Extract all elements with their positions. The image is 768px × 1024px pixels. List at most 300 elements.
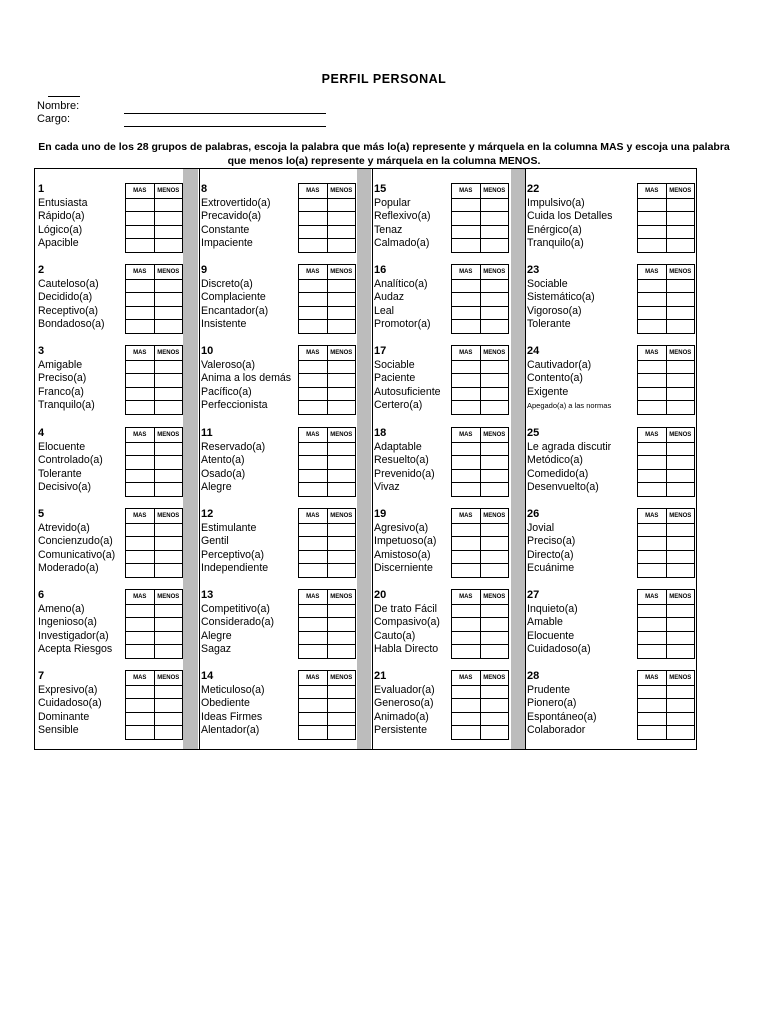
menos-checkbox[interactable] bbox=[327, 699, 356, 712]
group-word: Contento(a) bbox=[527, 372, 583, 384]
menos-checkbox[interactable] bbox=[154, 239, 183, 252]
mark-row bbox=[452, 482, 508, 496]
menos-checkbox[interactable] bbox=[666, 388, 695, 401]
menos-checkbox[interactable] bbox=[666, 401, 695, 414]
menos-checkbox[interactable] bbox=[154, 524, 183, 537]
mas-checkbox[interactable] bbox=[299, 226, 327, 239]
group-word: Desenvuelto(a) bbox=[527, 481, 599, 493]
menos-checkbox[interactable] bbox=[480, 686, 509, 699]
menos-header: MENOS bbox=[666, 590, 695, 604]
mas-checkbox[interactable] bbox=[452, 605, 480, 618]
mark-row bbox=[126, 400, 182, 414]
mas-checkbox[interactable] bbox=[638, 212, 666, 225]
mas-checkbox[interactable] bbox=[452, 374, 480, 387]
mark-row bbox=[452, 469, 508, 483]
mas-checkbox[interactable] bbox=[638, 686, 666, 699]
mas-checkbox[interactable] bbox=[299, 401, 327, 414]
mark-row bbox=[299, 712, 355, 726]
menos-checkbox[interactable] bbox=[154, 551, 183, 564]
mas-checkbox[interactable] bbox=[452, 699, 480, 712]
menos-checkbox[interactable] bbox=[327, 226, 356, 239]
mas-checkbox[interactable] bbox=[638, 401, 666, 414]
mas-checkbox[interactable] bbox=[299, 632, 327, 645]
menos-checkbox[interactable] bbox=[480, 374, 509, 387]
mas-checkbox[interactable] bbox=[452, 226, 480, 239]
menos-checkbox[interactable] bbox=[480, 293, 509, 306]
mas-checkbox[interactable] bbox=[299, 212, 327, 225]
menos-checkbox[interactable] bbox=[154, 470, 183, 483]
mas-checkbox[interactable] bbox=[452, 618, 480, 631]
menos-checkbox[interactable] bbox=[480, 320, 509, 333]
mark-row bbox=[638, 617, 694, 631]
menos-checkbox[interactable] bbox=[327, 401, 356, 414]
menos-checkbox[interactable] bbox=[666, 320, 695, 333]
mas-checkbox[interactable] bbox=[638, 293, 666, 306]
menos-checkbox[interactable] bbox=[327, 239, 356, 252]
menos-checkbox[interactable] bbox=[480, 456, 509, 469]
menos-checkbox[interactable] bbox=[154, 226, 183, 239]
mark-row bbox=[452, 306, 508, 320]
mas-checkbox[interactable] bbox=[126, 699, 154, 712]
mas-checkbox[interactable] bbox=[126, 226, 154, 239]
mas-header: MAS bbox=[133, 593, 147, 600]
mas-checkbox[interactable] bbox=[299, 713, 327, 726]
menos-checkbox[interactable] bbox=[327, 280, 356, 293]
menos-checkbox[interactable] bbox=[154, 713, 183, 726]
mark-row bbox=[299, 225, 355, 239]
mas-checkbox[interactable] bbox=[452, 199, 480, 212]
group-word: Decisivo(a) bbox=[38, 481, 91, 493]
mark-row bbox=[299, 469, 355, 483]
menos-checkbox[interactable] bbox=[666, 645, 695, 658]
mas-checkbox[interactable] bbox=[299, 699, 327, 712]
menos-checkbox[interactable] bbox=[480, 226, 509, 239]
mas-checkbox[interactable] bbox=[126, 726, 154, 739]
mark-row bbox=[452, 225, 508, 239]
mas-checkbox[interactable] bbox=[638, 699, 666, 712]
menos-checkbox[interactable] bbox=[480, 307, 509, 320]
group-number: 7 bbox=[38, 670, 45, 682]
mas-checkbox[interactable] bbox=[126, 239, 154, 252]
mas-checkbox[interactable] bbox=[299, 564, 327, 577]
menos-checkbox[interactable] bbox=[154, 537, 183, 550]
menos-checkbox[interactable] bbox=[327, 713, 356, 726]
mas-checkbox[interactable] bbox=[638, 361, 666, 374]
menos-checkbox[interactable] bbox=[154, 388, 183, 401]
menos-checkbox[interactable] bbox=[666, 699, 695, 712]
menos-checkbox[interactable] bbox=[480, 212, 509, 225]
position-field[interactable] bbox=[124, 126, 326, 127]
menos-checkbox[interactable] bbox=[666, 618, 695, 631]
menos-checkbox[interactable] bbox=[327, 456, 356, 469]
menos-checkbox[interactable] bbox=[480, 524, 509, 537]
menos-checkbox[interactable] bbox=[154, 320, 183, 333]
mark-row bbox=[452, 455, 508, 469]
mas-checkbox[interactable] bbox=[126, 307, 154, 320]
mas-checkbox[interactable] bbox=[452, 280, 480, 293]
mas-checkbox[interactable] bbox=[452, 456, 480, 469]
mas-checkbox[interactable] bbox=[638, 307, 666, 320]
mas-checkbox[interactable] bbox=[299, 443, 327, 456]
mas-checkbox[interactable] bbox=[638, 537, 666, 550]
group-word: Persistente bbox=[374, 724, 427, 736]
mark-row bbox=[126, 211, 182, 225]
mas-header: MAS bbox=[459, 512, 473, 519]
mas-checkbox[interactable] bbox=[299, 239, 327, 252]
menos-checkbox[interactable] bbox=[327, 524, 356, 537]
group-number: 26 bbox=[527, 508, 540, 520]
mas-checkbox[interactable] bbox=[126, 388, 154, 401]
mas-checkbox[interactable] bbox=[452, 726, 480, 739]
mas-checkbox[interactable] bbox=[452, 320, 480, 333]
group-word: Audaz bbox=[374, 291, 405, 303]
menos-checkbox[interactable] bbox=[666, 686, 695, 699]
mark-row bbox=[638, 292, 694, 306]
menos-checkbox[interactable] bbox=[480, 280, 509, 293]
menos-checkbox[interactable] bbox=[666, 456, 695, 469]
mark-row bbox=[452, 523, 508, 537]
mas-checkbox[interactable] bbox=[638, 456, 666, 469]
menos-checkbox[interactable] bbox=[154, 618, 183, 631]
mark-row bbox=[299, 685, 355, 699]
menos-checkbox[interactable] bbox=[666, 470, 695, 483]
mas-checkbox[interactable] bbox=[638, 726, 666, 739]
menos-checkbox[interactable] bbox=[327, 199, 356, 212]
mas-checkbox[interactable] bbox=[299, 605, 327, 618]
mark-row bbox=[299, 400, 355, 414]
group-number: 24 bbox=[527, 345, 540, 357]
menos-checkbox[interactable] bbox=[154, 212, 183, 225]
menos-checkbox[interactable] bbox=[480, 564, 509, 577]
mark-row bbox=[452, 617, 508, 631]
mas-checkbox[interactable] bbox=[452, 551, 480, 564]
menos-header: MENOS bbox=[327, 428, 356, 442]
mas-checkbox[interactable] bbox=[299, 280, 327, 293]
mas-checkbox[interactable] bbox=[638, 564, 666, 577]
group-word: Controlado(a) bbox=[38, 454, 103, 466]
mas-checkbox[interactable] bbox=[638, 713, 666, 726]
mark-boxes bbox=[637, 427, 695, 497]
menos-checkbox[interactable] bbox=[480, 713, 509, 726]
mark-row bbox=[452, 698, 508, 712]
menos-checkbox[interactable] bbox=[666, 443, 695, 456]
mark-row bbox=[452, 211, 508, 225]
mas-checkbox[interactable] bbox=[299, 293, 327, 306]
mas-checkbox[interactable] bbox=[299, 374, 327, 387]
mas-checkbox[interactable] bbox=[638, 320, 666, 333]
mas-checkbox[interactable] bbox=[299, 645, 327, 658]
group-word: Certero(a) bbox=[374, 399, 423, 411]
menos-checkbox[interactable] bbox=[327, 564, 356, 577]
menos-checkbox[interactable] bbox=[480, 726, 509, 739]
menos-checkbox[interactable] bbox=[154, 456, 183, 469]
mas-checkbox[interactable] bbox=[126, 564, 154, 577]
menos-checkbox[interactable] bbox=[154, 280, 183, 293]
menos-checkbox[interactable] bbox=[327, 551, 356, 564]
mas-checkbox[interactable] bbox=[638, 239, 666, 252]
mas-checkbox[interactable] bbox=[299, 470, 327, 483]
group-word: Ingenioso(a) bbox=[38, 616, 97, 628]
mas-checkbox[interactable] bbox=[299, 307, 327, 320]
menos-checkbox[interactable] bbox=[666, 212, 695, 225]
mas-checkbox[interactable] bbox=[452, 239, 480, 252]
menos-checkbox[interactable] bbox=[480, 632, 509, 645]
mas-header: MAS bbox=[306, 593, 320, 600]
mark-boxes bbox=[298, 427, 356, 497]
menos-checkbox[interactable] bbox=[327, 212, 356, 225]
group-word: Animado(a) bbox=[374, 710, 429, 723]
menos-checkbox[interactable] bbox=[327, 605, 356, 618]
group-number: 3 bbox=[38, 345, 45, 357]
mas-header: MAS bbox=[645, 512, 659, 519]
mas-checkbox[interactable] bbox=[638, 470, 666, 483]
mas-checkbox[interactable] bbox=[126, 605, 154, 618]
mas-checkbox[interactable] bbox=[126, 645, 154, 658]
menos-checkbox[interactable] bbox=[154, 307, 183, 320]
group-word: Paciente bbox=[374, 372, 416, 384]
mas-checkbox[interactable] bbox=[299, 686, 327, 699]
mas-checkbox[interactable] bbox=[126, 401, 154, 414]
group-number: 5 bbox=[38, 508, 45, 520]
mark-row bbox=[452, 712, 508, 726]
mas-checkbox[interactable] bbox=[638, 483, 666, 496]
menos-checkbox[interactable] bbox=[327, 645, 356, 658]
group-number: 4 bbox=[38, 427, 45, 439]
menos-checkbox[interactable] bbox=[154, 199, 183, 212]
menos-checkbox[interactable] bbox=[666, 280, 695, 293]
mas-checkbox[interactable] bbox=[126, 320, 154, 333]
mas-checkbox[interactable] bbox=[452, 293, 480, 306]
menos-checkbox[interactable] bbox=[154, 645, 183, 658]
mas-checkbox[interactable] bbox=[452, 361, 480, 374]
mas-checkbox[interactable] bbox=[299, 618, 327, 631]
menos-checkbox[interactable] bbox=[666, 307, 695, 320]
mark-row bbox=[126, 306, 182, 320]
mark-boxes bbox=[637, 264, 695, 334]
mas-checkbox[interactable] bbox=[126, 293, 154, 306]
mas-checkbox[interactable] bbox=[126, 483, 154, 496]
mas-checkbox[interactable] bbox=[638, 374, 666, 387]
group-word: Preciso(a) bbox=[527, 535, 576, 547]
menos-checkbox[interactable] bbox=[327, 470, 356, 483]
menos-checkbox[interactable] bbox=[327, 307, 356, 320]
menos-checkbox[interactable] bbox=[327, 483, 356, 496]
group-word: Alegre bbox=[201, 481, 232, 493]
menos-checkbox[interactable] bbox=[480, 470, 509, 483]
mark-row bbox=[638, 442, 694, 456]
mas-checkbox[interactable] bbox=[299, 388, 327, 401]
menos-checkbox[interactable] bbox=[480, 239, 509, 252]
menos-checkbox[interactable] bbox=[327, 443, 356, 456]
menos-checkbox[interactable] bbox=[666, 239, 695, 252]
menos-checkbox[interactable] bbox=[327, 618, 356, 631]
menos-checkbox[interactable] bbox=[154, 361, 183, 374]
mas-checkbox[interactable] bbox=[126, 537, 154, 550]
menos-checkbox[interactable] bbox=[327, 374, 356, 387]
mas-checkbox[interactable] bbox=[126, 199, 154, 212]
mas-checkbox[interactable] bbox=[452, 632, 480, 645]
menos-checkbox[interactable] bbox=[480, 618, 509, 631]
menos-checkbox[interactable] bbox=[480, 605, 509, 618]
mas-checkbox[interactable] bbox=[638, 645, 666, 658]
mas-checkbox[interactable] bbox=[126, 361, 154, 374]
mark-row bbox=[638, 685, 694, 699]
menos-checkbox[interactable] bbox=[666, 713, 695, 726]
menos-checkbox[interactable] bbox=[154, 401, 183, 414]
menos-header: MENOS bbox=[666, 428, 695, 442]
mas-checkbox[interactable] bbox=[126, 618, 154, 631]
menos-checkbox[interactable] bbox=[480, 361, 509, 374]
mas-checkbox[interactable] bbox=[452, 401, 480, 414]
mas-checkbox[interactable] bbox=[638, 524, 666, 537]
menos-checkbox[interactable] bbox=[666, 293, 695, 306]
menos-checkbox[interactable] bbox=[327, 293, 356, 306]
menos-checkbox[interactable] bbox=[666, 226, 695, 239]
mas-checkbox[interactable] bbox=[126, 212, 154, 225]
group-word: Analítico(a) bbox=[374, 277, 428, 290]
mas-checkbox[interactable] bbox=[126, 470, 154, 483]
group-word: Sistemático(a) bbox=[527, 291, 595, 303]
menos-checkbox[interactable] bbox=[666, 551, 695, 564]
mas-checkbox[interactable] bbox=[126, 524, 154, 537]
name-field[interactable] bbox=[124, 113, 326, 114]
mark-row bbox=[452, 319, 508, 333]
menos-checkbox[interactable] bbox=[666, 524, 695, 537]
mas-checkbox[interactable] bbox=[126, 280, 154, 293]
menos-checkbox[interactable] bbox=[480, 401, 509, 414]
mas-checkbox[interactable] bbox=[452, 443, 480, 456]
menos-checkbox[interactable] bbox=[480, 388, 509, 401]
menos-checkbox[interactable] bbox=[480, 443, 509, 456]
menos-header: MENOS bbox=[480, 265, 509, 279]
menos-checkbox[interactable] bbox=[666, 537, 695, 550]
mark-boxes bbox=[125, 589, 183, 659]
mas-checkbox[interactable] bbox=[299, 537, 327, 550]
mas-checkbox[interactable] bbox=[126, 456, 154, 469]
menos-checkbox[interactable] bbox=[154, 632, 183, 645]
mark-row bbox=[126, 698, 182, 712]
group-word: Tranquilo(a) bbox=[527, 237, 584, 249]
mas-checkbox[interactable] bbox=[126, 713, 154, 726]
mas-checkbox[interactable] bbox=[452, 686, 480, 699]
mas-checkbox[interactable] bbox=[126, 443, 154, 456]
mas-checkbox[interactable] bbox=[638, 605, 666, 618]
mas-checkbox[interactable] bbox=[638, 551, 666, 564]
menos-checkbox[interactable] bbox=[154, 726, 183, 739]
mas-checkbox[interactable] bbox=[452, 388, 480, 401]
menos-checkbox[interactable] bbox=[327, 388, 356, 401]
menos-checkbox[interactable] bbox=[666, 605, 695, 618]
mas-header: MAS bbox=[459, 431, 473, 438]
mas-checkbox[interactable] bbox=[452, 645, 480, 658]
menos-header: MENOS bbox=[154, 590, 183, 604]
mas-checkbox[interactable] bbox=[452, 483, 480, 496]
mark-header-row bbox=[452, 184, 508, 198]
menos-checkbox[interactable] bbox=[666, 564, 695, 577]
menos-checkbox[interactable] bbox=[666, 199, 695, 212]
group-word: Perceptivo(a) bbox=[201, 548, 264, 561]
mas-checkbox[interactable] bbox=[452, 212, 480, 225]
menos-checkbox[interactable] bbox=[154, 374, 183, 387]
mas-checkbox[interactable] bbox=[126, 686, 154, 699]
menos-checkbox[interactable] bbox=[666, 374, 695, 387]
menos-checkbox[interactable] bbox=[666, 361, 695, 374]
menos-checkbox[interactable] bbox=[480, 645, 509, 658]
menos-checkbox[interactable] bbox=[327, 632, 356, 645]
menos-checkbox[interactable] bbox=[327, 320, 356, 333]
mas-checkbox[interactable] bbox=[126, 551, 154, 564]
mas-checkbox[interactable] bbox=[638, 199, 666, 212]
mark-boxes bbox=[637, 345, 695, 415]
menos-checkbox[interactable] bbox=[327, 686, 356, 699]
group-word: Sociable bbox=[374, 358, 415, 371]
group-word: Competitivo(a) bbox=[201, 602, 270, 615]
menos-checkbox[interactable] bbox=[666, 726, 695, 739]
mas-checkbox[interactable] bbox=[638, 388, 666, 401]
mas-checkbox[interactable] bbox=[452, 470, 480, 483]
menos-checkbox[interactable] bbox=[480, 199, 509, 212]
mas-checkbox[interactable] bbox=[299, 199, 327, 212]
mas-checkbox[interactable] bbox=[638, 443, 666, 456]
mas-checkbox[interactable] bbox=[299, 483, 327, 496]
menos-header: MENOS bbox=[480, 590, 509, 604]
menos-header: MENOS bbox=[666, 671, 695, 685]
mas-checkbox[interactable] bbox=[638, 280, 666, 293]
mas-checkbox[interactable] bbox=[299, 361, 327, 374]
mark-boxes bbox=[125, 427, 183, 497]
menos-checkbox[interactable] bbox=[666, 483, 695, 496]
menos-checkbox[interactable] bbox=[154, 699, 183, 712]
mas-header: MAS bbox=[459, 674, 473, 681]
menos-checkbox[interactable] bbox=[327, 726, 356, 739]
mas-checkbox[interactable] bbox=[452, 524, 480, 537]
menos-checkbox[interactable] bbox=[154, 483, 183, 496]
mas-checkbox[interactable] bbox=[638, 632, 666, 645]
mas-checkbox[interactable] bbox=[299, 456, 327, 469]
mas-checkbox[interactable] bbox=[452, 307, 480, 320]
column-divider bbox=[199, 169, 200, 749]
mas-checkbox[interactable] bbox=[126, 632, 154, 645]
menos-checkbox[interactable] bbox=[327, 537, 356, 550]
menos-checkbox[interactable] bbox=[666, 632, 695, 645]
menos-checkbox[interactable] bbox=[327, 361, 356, 374]
menos-checkbox[interactable] bbox=[154, 605, 183, 618]
mas-checkbox[interactable] bbox=[299, 551, 327, 564]
mas-checkbox[interactable] bbox=[638, 226, 666, 239]
group-word: Amable bbox=[527, 616, 563, 628]
mas-checkbox[interactable] bbox=[452, 564, 480, 577]
mas-checkbox[interactable] bbox=[299, 524, 327, 537]
menos-header: MENOS bbox=[480, 184, 509, 198]
mas-checkbox[interactable] bbox=[299, 320, 327, 333]
mas-checkbox[interactable] bbox=[638, 618, 666, 631]
group-word: Precavido(a) bbox=[201, 210, 262, 222]
menos-checkbox[interactable] bbox=[154, 564, 183, 577]
mas-checkbox[interactable] bbox=[299, 726, 327, 739]
menos-checkbox[interactable] bbox=[154, 443, 183, 456]
menos-checkbox[interactable] bbox=[480, 483, 509, 496]
mas-checkbox[interactable] bbox=[452, 713, 480, 726]
menos-checkbox[interactable] bbox=[154, 293, 183, 306]
mark-row bbox=[638, 644, 694, 658]
menos-checkbox[interactable] bbox=[480, 699, 509, 712]
menos-checkbox[interactable] bbox=[154, 686, 183, 699]
mark-row bbox=[126, 604, 182, 618]
menos-checkbox[interactable] bbox=[480, 537, 509, 550]
menos-checkbox[interactable] bbox=[480, 551, 509, 564]
mas-checkbox[interactable] bbox=[126, 374, 154, 387]
mas-checkbox[interactable] bbox=[452, 537, 480, 550]
